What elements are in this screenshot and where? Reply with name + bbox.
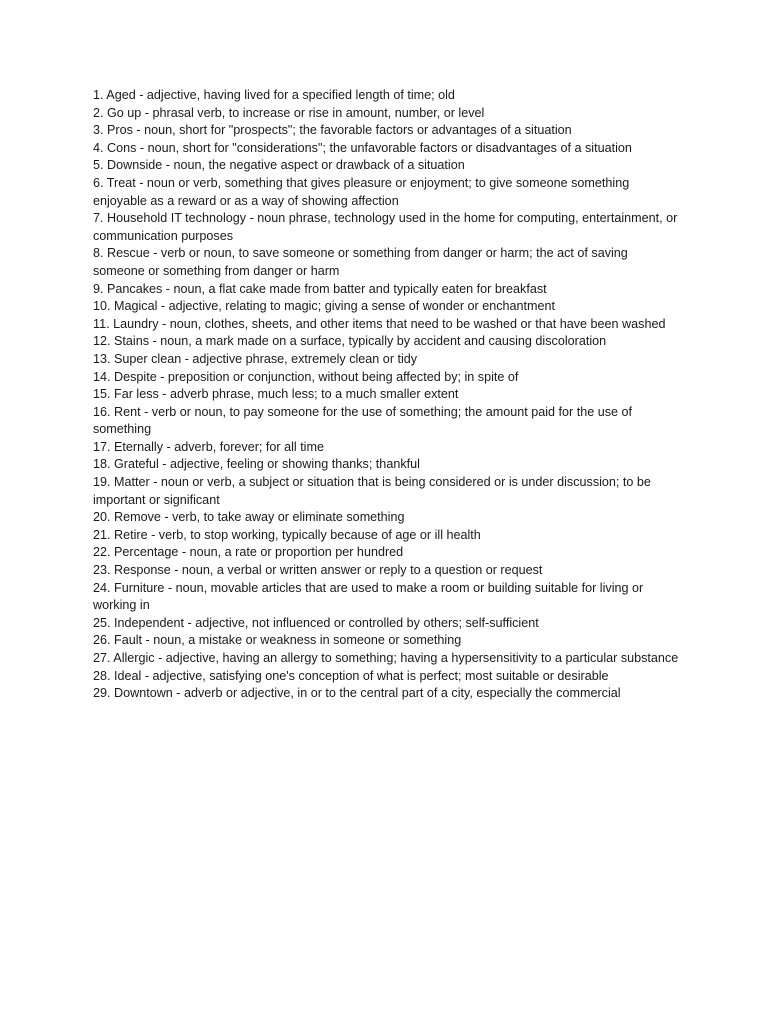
vocab-entry: 18. Grateful - adjective, feeling or showing thanks; thankful — [93, 457, 420, 472]
vocab-entry: 21. Retire - verb, to stop working, typically because of age or ill health — [93, 527, 481, 542]
vocab-entry: 10. Magical - adjective, relating to magic; giving a sense of wonder or enchantment — [93, 299, 556, 314]
vocab-entry: 25. Independent - adjective, not influenced or controlled by others; self-sufficient — [93, 615, 539, 630]
vocab-entry: 7. Household IT technology - noun phrase, technology used in the home for computing, entertainment, or communication purposes — [93, 211, 678, 243]
vocab-entry: 22. Percentage - noun, a rate or proportion per hundred — [93, 545, 404, 560]
vocab-entry: 29. Downtown - adverb or adjective, in or to the central part of a city, especially the commercial — [93, 686, 621, 701]
vocab-entry: 14. Despite - preposition or conjunction, without being affected by; in spite of — [93, 369, 519, 384]
vocab-entry: 17. Eternally - adverb, forever; for all time — [93, 439, 324, 454]
vocab-entry: 26. Fault - noun, a mistake or weakness in someone or something — [93, 633, 462, 648]
vocabulary-list — [93, 87, 683, 703]
vocab-entry: 8. Rescue - verb or noun, to save someone or something from danger or harm; the act of saving someone or something from danger or harm — [93, 246, 628, 278]
vocab-entry: 2. Go up - phrasal verb, to increase or rise in amount, number, or level — [93, 105, 485, 120]
vocab-entry: 12. Stains - noun, a mark made on a surface, typically by accident and causing discoloration — [93, 334, 607, 349]
vocab-entry: 11. Laundry - noun, clothes, sheets, and other items that need to be washed or that have been washed — [93, 316, 666, 331]
vocab-entry: 5. Downside - noun, the negative aspect or drawback of a situation — [93, 158, 465, 173]
vocab-entry: 23. Response - noun, a verbal or written answer or reply to a question or request — [93, 563, 543, 578]
vocab-entry: 20. Remove - verb, to take away or eliminate something — [93, 510, 405, 525]
vocab-entry: 6. Treat - noun or verb, something that gives pleasure or enjoyment; to give someone something enjoyable as a reward or as a way of showing affection — [93, 175, 630, 208]
vocab-entry: 3. Pros - noun, short for "prospects"; the favorable factors or advantages of a situation — [93, 123, 572, 138]
vocab-entry: 13. Super clean - adjective phrase, extremely clean or tidy — [93, 351, 418, 366]
vocab-entry: 1. Aged - adjective, having lived for a specified length of time; old — [93, 88, 455, 102]
vocab-entry: 15. Far less - adverb phrase, much less; to a much smaller extent — [93, 387, 459, 402]
vocab-entry: 24. Furniture - noun, movable articles that are used to make a room or building suitable for living or working in — [93, 580, 644, 613]
vocab-entry: 19. Matter - noun or verb, a subject or situation that is being considered or is under discussion; to be important or significant — [93, 475, 651, 507]
vocab-entry: 27. Allergic - adjective, having an allergy to something; having a hypersensitivity to a particular substance — [93, 651, 679, 665]
vocab-entry: 28. Ideal - adjective, satisfying one's conception of what is perfect; most suitable or desirable — [93, 668, 609, 683]
vocab-entry: 16. Rent - verb or noun, to pay someone for the use of something; the amount paid for the use of something — [93, 404, 633, 437]
vocab-entry: 9. Pancakes - noun, a flat cake made from batter and typically eaten for breakfast — [93, 281, 547, 296]
vocab-entry: 4. Cons - noun, short for "considerations"; the unfavorable factors or disadvantages of a situation — [93, 140, 632, 155]
